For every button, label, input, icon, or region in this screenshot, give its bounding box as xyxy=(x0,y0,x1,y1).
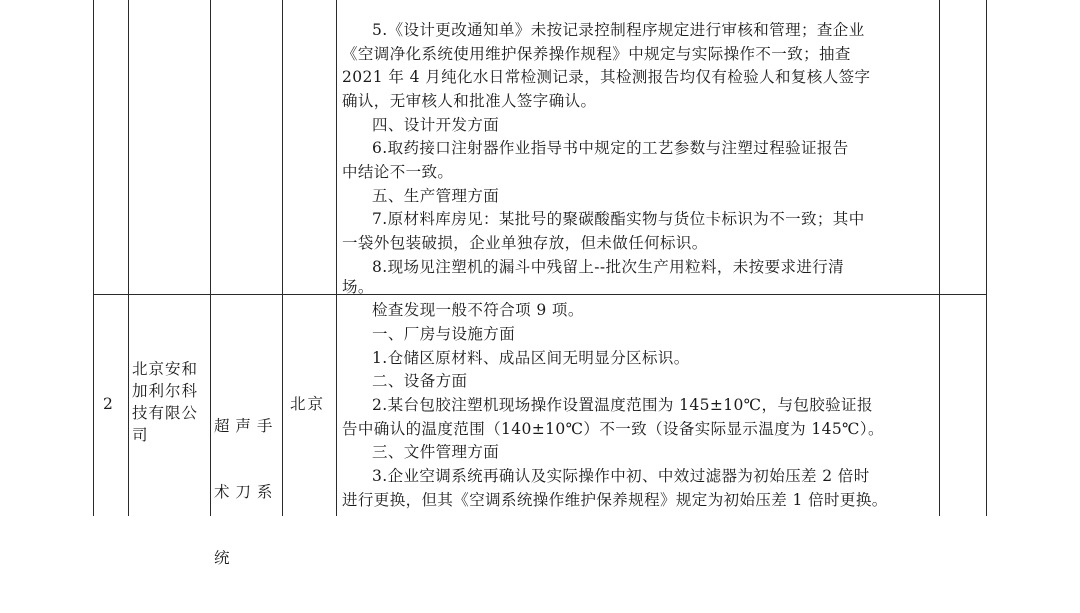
column-divider xyxy=(282,0,283,516)
column-divider xyxy=(939,0,940,516)
company-name xyxy=(132,358,198,446)
section-heading: 三、文件管理方面 xyxy=(372,443,500,461)
company-name-line: 北京安和 xyxy=(132,360,199,378)
section-heading: 五、生产管理方面 xyxy=(372,187,500,205)
row-divider xyxy=(93,294,986,295)
product-name-line: 统 xyxy=(214,549,231,567)
detail-line: 8.现场见注塑机的漏斗中残留上--批次生产用粒料，未按要求进行清 xyxy=(372,258,845,276)
detail-line: 2021 年 4 月纯化水日常检测记录，其检测报告均仅有检验人和复核人签字 xyxy=(342,68,871,86)
detail-line: 2.某台包胶注塑机现场操作设置温度范围为 145±10℃，与包胶验证报 xyxy=(372,396,873,414)
column-divider xyxy=(336,0,337,516)
detail-line: 检查发现一般不符合项 9 项。 xyxy=(372,301,584,319)
company-name-line: 加利尔科 xyxy=(132,382,199,400)
section-heading: 四、设计开发方面 xyxy=(372,116,500,134)
column-divider xyxy=(93,0,94,516)
detail-line: 3.企业空调系统再确认及实际操作中初、中效过滤器为初始压差 2 倍时 xyxy=(372,467,870,485)
column-divider xyxy=(128,0,129,516)
detail-line: 6.取药接口注射器作业指导书中规定的工艺参数与注塑过程验证报告 xyxy=(372,139,849,157)
company-name-line: 司 xyxy=(132,426,149,444)
detail-line: 中结论不一致。 xyxy=(342,163,454,181)
detail-line: 进行更换，但其《空调系统操作维护保养规程》规定为初始压差 1 倍时更换。 xyxy=(342,491,888,509)
detail-line: 告中确认的温度范围（140±10℃）不一致（设备实际显示温度为 145℃）。 xyxy=(342,420,884,438)
detail-line: 确认，无审核人和批准人签字确认。 xyxy=(342,92,597,110)
product-name-line: 超 声 手 xyxy=(214,417,273,435)
section-heading: 一、厂房与设施方面 xyxy=(372,325,516,343)
row-number: 2 xyxy=(103,395,113,413)
column-divider xyxy=(210,0,211,516)
product-name xyxy=(214,371,273,613)
detail-line: 7.原材料库房见：某批号的聚碳酸酯实物与货位卡标识为不一致；其中 xyxy=(372,210,865,228)
section-heading: 二、设备方面 xyxy=(372,372,468,390)
column-divider xyxy=(986,0,987,516)
location: 北京 xyxy=(290,395,326,413)
detail-line: 一袋外包装破损，企业单独存放，但未做任何标识。 xyxy=(342,234,708,252)
detail-line: 1.仓储区原材料、成品区间无明显分区标识。 xyxy=(372,349,690,367)
company-name-line: 技有限公 xyxy=(132,404,199,422)
product-name-line: 术 刀 系 xyxy=(214,483,273,501)
detail-line: 《空调净化系统使用维护保养操作规程》中规定与实际操作不一致；抽查 xyxy=(342,45,851,63)
detail-line: 场。 xyxy=(342,278,374,296)
detail-line: 5.《设计更改通知单》未按记录控制程序规定进行审核和管理；查企业 xyxy=(372,21,865,39)
